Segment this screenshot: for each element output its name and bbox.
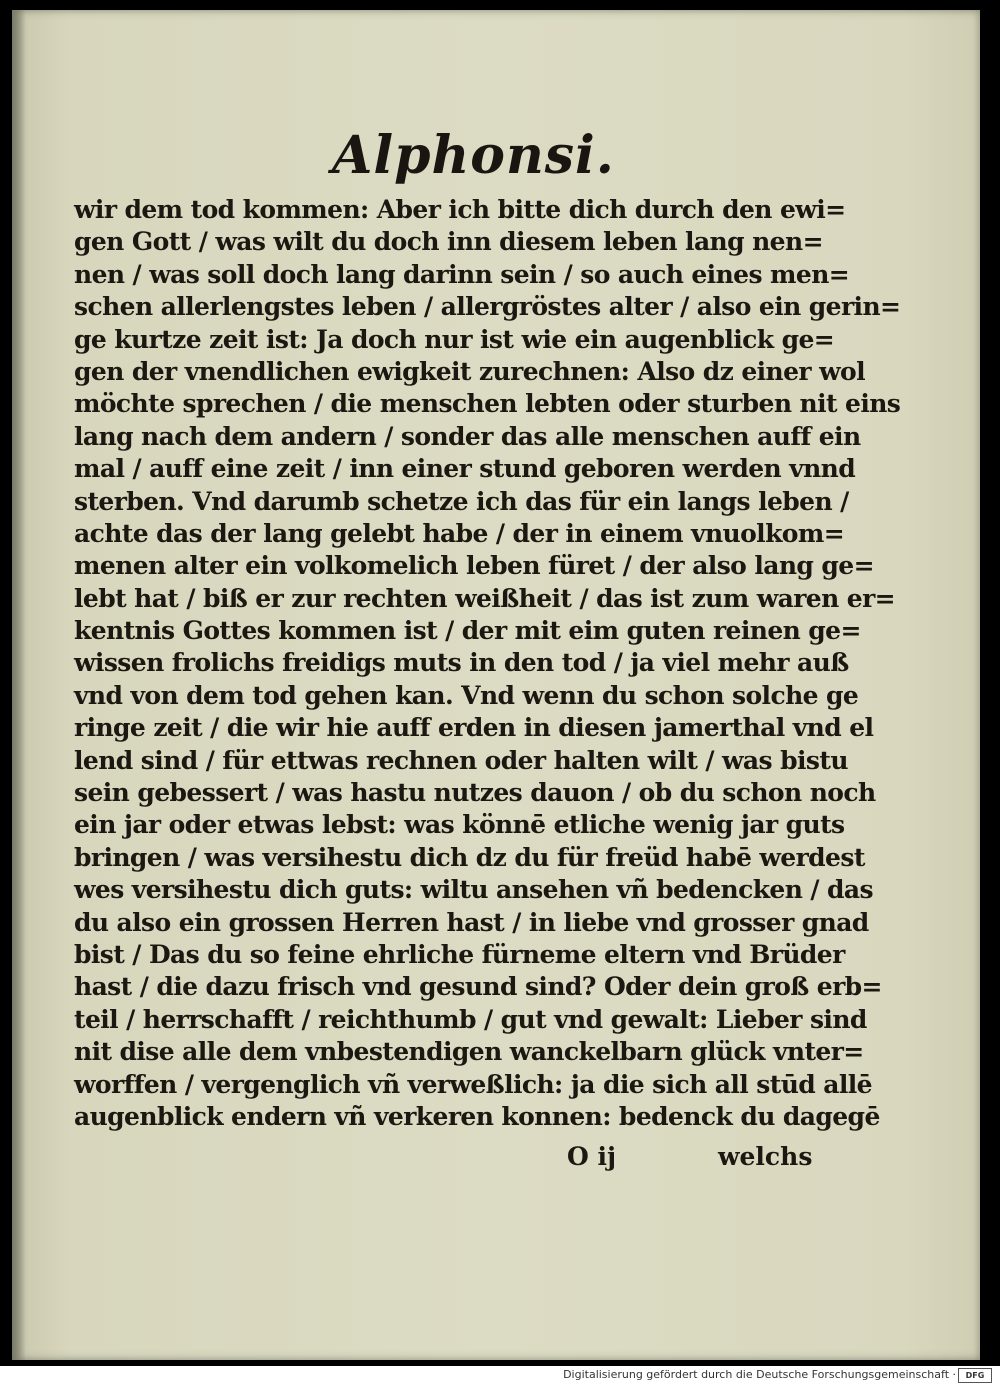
text-line: nen / was soll doch lang darinn sein / so auch eines men= — [74, 259, 850, 289]
text-line: nit dise alle dem vnbestendigen wanckelbarn glück vnter= — [74, 1037, 864, 1067]
text-line: teil / herrschafft / reichthumb / gut vnd gewalt: Lieber sind — [74, 1004, 867, 1034]
text-line: hast / die dazu frisch vnd gesund sind? Oder dein groß erb= — [74, 972, 882, 1002]
funding-credit: Digitalisierung gefördert durch die Deutsche Forschungsgemeinschaft · — [563, 1368, 956, 1381]
text-line: ein jar oder etwas lebst: was könnē etliche wenig jar guts — [74, 810, 845, 840]
text-line: achte das der lang gelebt habe / der in einem vnuolkom= — [74, 518, 845, 548]
text-line: gen der vnendlichen ewigkeit zurechnen: Also dz einer wol — [74, 356, 865, 386]
text-line: vnd von dem tod gehen kan. Vnd wenn du schon solche ge — [74, 680, 859, 710]
text-line: ringe zeit / die wir hie auff erden in diesen jamerthal vnd el — [74, 713, 874, 743]
body-text — [74, 194, 901, 1133]
text-line: schen allerlengstes leben / allergröstes alter / also ein gerin= — [74, 292, 901, 322]
text-line: ge kurtze zeit ist: Ja doch nur ist wie ein augenblick ge= — [74, 324, 835, 354]
page-footer — [12, 1140, 980, 1174]
text-line: gen Gott / was wilt du doch inn diesem leben lang nen= — [74, 227, 823, 257]
text-line: wissen frolichs freidigs muts in den tod / ja viel mehr auß — [74, 648, 849, 678]
text-line: augenblick endern vñ verkeren konnen: bedenck du dagegē — [74, 1101, 880, 1131]
text-line: sein gebessert / was hastu nutzes dauon / ob du schon noch — [74, 778, 876, 808]
text-line: menen alter ein volkomelich leben füret / der also lang ge= — [74, 551, 874, 581]
text-line: mal / auff eine zeit / inn einer stund geboren werden vnnd — [74, 454, 856, 484]
text-line: kentnis Gottes kommen ist / der mit eim guten reinen ge= — [74, 616, 861, 646]
running-title: Alphonsi. — [332, 125, 615, 186]
text-line: worffen / vergenglich vñ verweßlich: ja die sich all stūd allē — [74, 1069, 872, 1099]
text-line: wir dem tod kommen: Aber ich bitte dich durch den ewi= — [74, 195, 846, 224]
dfg-logo: DFG — [958, 1368, 992, 1383]
signature-mark: O ij — [567, 1142, 617, 1171]
text-line: du also ein grossen Herren hast / in liebe vnd grosser gnad — [74, 907, 869, 937]
text-line: bringen / was versihestu dich dz du für freüd habē werdest — [74, 842, 865, 872]
text-line: sterben. Vnd darumb schetze ich das für ein langs leben / — [74, 486, 849, 516]
text-line: wes versihestu dich guts: wiltu ansehen vñ bedencken / das — [74, 875, 873, 905]
text-line: möchte sprechen / die menschen lebten oder sturben nit eins — [74, 389, 901, 419]
text-line: lend sind / für ettwas rechnen oder halten wilt / was bistu — [74, 745, 848, 775]
text-line: bist / Das du so feine ehrliche fürneme eltern vnd Brüder — [74, 939, 845, 969]
book-page — [12, 10, 980, 1360]
text-line: lang nach dem andern / sonder das alle menschen auff ein — [74, 421, 861, 451]
catchword: welchs — [718, 1142, 813, 1171]
text-line: lebt hat / biß er zur rechten weißheit / das ist zum waren er= — [74, 583, 896, 613]
